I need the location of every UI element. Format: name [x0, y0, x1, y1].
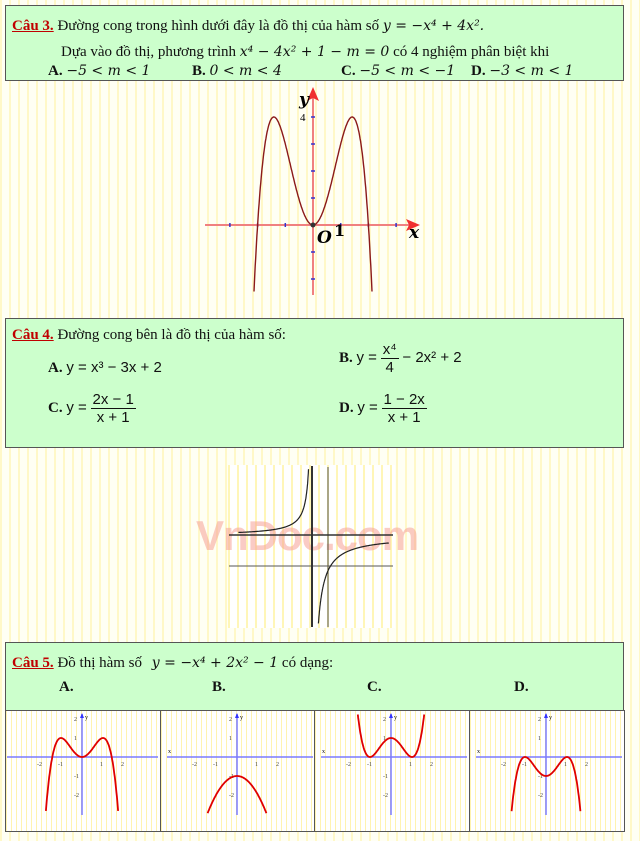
y-axis-label: y: [549, 715, 552, 721]
x-tick-label: 1: [564, 762, 567, 768]
q5-option-c[interactable]: C.: [367, 679, 382, 695]
y-tick-label: -1: [74, 774, 79, 780]
option-letter: D.: [339, 399, 354, 416]
q5-option-a[interactable]: A.: [59, 679, 74, 695]
x-tick-label: 1: [255, 762, 258, 768]
watermark: VnDoc.com: [196, 512, 419, 559]
option-letter: C.: [341, 63, 356, 79]
question-5-function: y = −x⁴ + 2x² − 1: [151, 655, 279, 671]
x-axis-label: x: [168, 749, 171, 755]
question-3-function: y = −x⁴ + 4x².: [382, 18, 485, 34]
fraction-numerator: 2x − 1: [92, 391, 134, 408]
option-text: −5 < m < 1: [66, 63, 151, 79]
y-arrow-icon: [389, 713, 393, 718]
y-axis-label: y: [240, 715, 243, 721]
question-5-text-2: có dạng:: [281, 655, 334, 671]
tick-label-4: 4: [300, 112, 306, 124]
x-tick-label: 2: [430, 762, 433, 768]
y-tick-label: -2: [229, 793, 234, 799]
x-tick-label: -1: [522, 762, 527, 768]
option-letter: A.: [48, 63, 63, 79]
fraction-denominator: x + 1: [387, 409, 421, 426]
x-tick-label: -1: [213, 762, 218, 768]
y-arrow-icon: [235, 713, 239, 718]
question-3-text-2b: có 4 nghiệm phân biệt khi: [393, 44, 550, 60]
x-axis-label: x: [477, 749, 480, 755]
y-tick-label: 1: [74, 736, 77, 742]
x-tick-label: 2: [585, 762, 588, 768]
fraction-numerator: x⁴: [382, 341, 397, 358]
y-tick-label: 2: [383, 717, 386, 723]
option-lhs: y =: [356, 348, 377, 366]
y-arrow-icon: [544, 713, 548, 718]
q5-option-b[interactable]: B.: [212, 679, 226, 695]
question-5-text: Đồ thị hàm số: [57, 655, 143, 671]
option-letter: C.: [48, 399, 63, 416]
x-tick-label: -2: [37, 762, 42, 768]
y-tick-label: 2: [74, 717, 77, 723]
q5-graph-b-plot: [167, 713, 313, 815]
x-tick-label: -1: [58, 762, 63, 768]
y-tick-label: -1: [383, 774, 388, 780]
y-tick-label: -2: [538, 793, 543, 799]
question-4-text: Đường cong bên là đồ thị của hàm số:: [57, 327, 286, 343]
question-5-label: Câu 5.: [12, 655, 54, 671]
x-axis-label: x: [409, 223, 420, 243]
option-lhs: y =: [357, 398, 378, 416]
q5-graph-a-plot: [7, 713, 158, 815]
y-tick-label: -2: [74, 793, 79, 799]
question-4-label: Câu 4.: [12, 327, 54, 343]
question-3-equation: x⁴ − 4x² + 1 − m = 0: [239, 44, 390, 60]
y-tick-label: 2: [229, 717, 232, 723]
y-axis-label: y: [85, 715, 88, 721]
y-tick-label: -1: [229, 774, 234, 780]
y-tick-label: -1: [538, 774, 543, 780]
y-axis-label: y: [299, 90, 309, 110]
q5-graph-c-plot: [321, 713, 467, 815]
y-tick-label: 1: [538, 736, 541, 742]
question-3-text: Đường cong trong hình dưới đây là đồ thị của hàm số: [57, 18, 380, 34]
q5-graph-d-plot: [476, 713, 622, 815]
option-text: y = x³ − 3x + 2: [66, 359, 162, 376]
option-letter: A.: [48, 360, 63, 376]
x-axis-label: x: [322, 749, 325, 755]
x-tick-label: -2: [346, 762, 351, 768]
option-letter: B.: [192, 63, 206, 79]
y-tick-label: 1: [229, 736, 232, 742]
x-tick-label: -2: [192, 762, 197, 768]
question-3-text-2a: Dựa vào đồ thị, phương trình: [61, 44, 237, 60]
option-rest: − 2x² + 2: [402, 348, 462, 366]
y-tick-label: -2: [383, 793, 388, 799]
option-text: −3 < m < 1: [489, 63, 574, 79]
x-tick-label: 2: [121, 762, 124, 768]
fraction-denominator: x + 1: [96, 409, 130, 426]
question-3-label: Câu 3.: [12, 18, 54, 34]
origin-label: O: [317, 228, 332, 248]
option-text: 0 < m < 4: [209, 63, 282, 79]
q5-option-d[interactable]: D.: [514, 679, 529, 695]
x-tick-label: -2: [501, 762, 506, 768]
option-letter: B.: [339, 349, 353, 366]
y-tick-label: 2: [538, 717, 541, 723]
y-axis-label: y: [394, 715, 397, 721]
y-tick-label: 1: [383, 736, 386, 742]
option-letter: D.: [471, 63, 486, 79]
option-lhs: y =: [66, 398, 87, 416]
fraction-denominator: 4: [385, 359, 394, 376]
fraction-numerator: 1 − 2x: [383, 391, 425, 408]
x-tick-label: 1: [100, 762, 103, 768]
x-tick-label: 1: [409, 762, 412, 768]
x-tick-label: -1: [367, 762, 372, 768]
x-tick-label: 2: [276, 762, 279, 768]
option-text: −5 < m < −1: [359, 63, 456, 79]
tick-label-1: 1: [334, 221, 346, 240]
y-arrow-icon: [80, 713, 84, 718]
